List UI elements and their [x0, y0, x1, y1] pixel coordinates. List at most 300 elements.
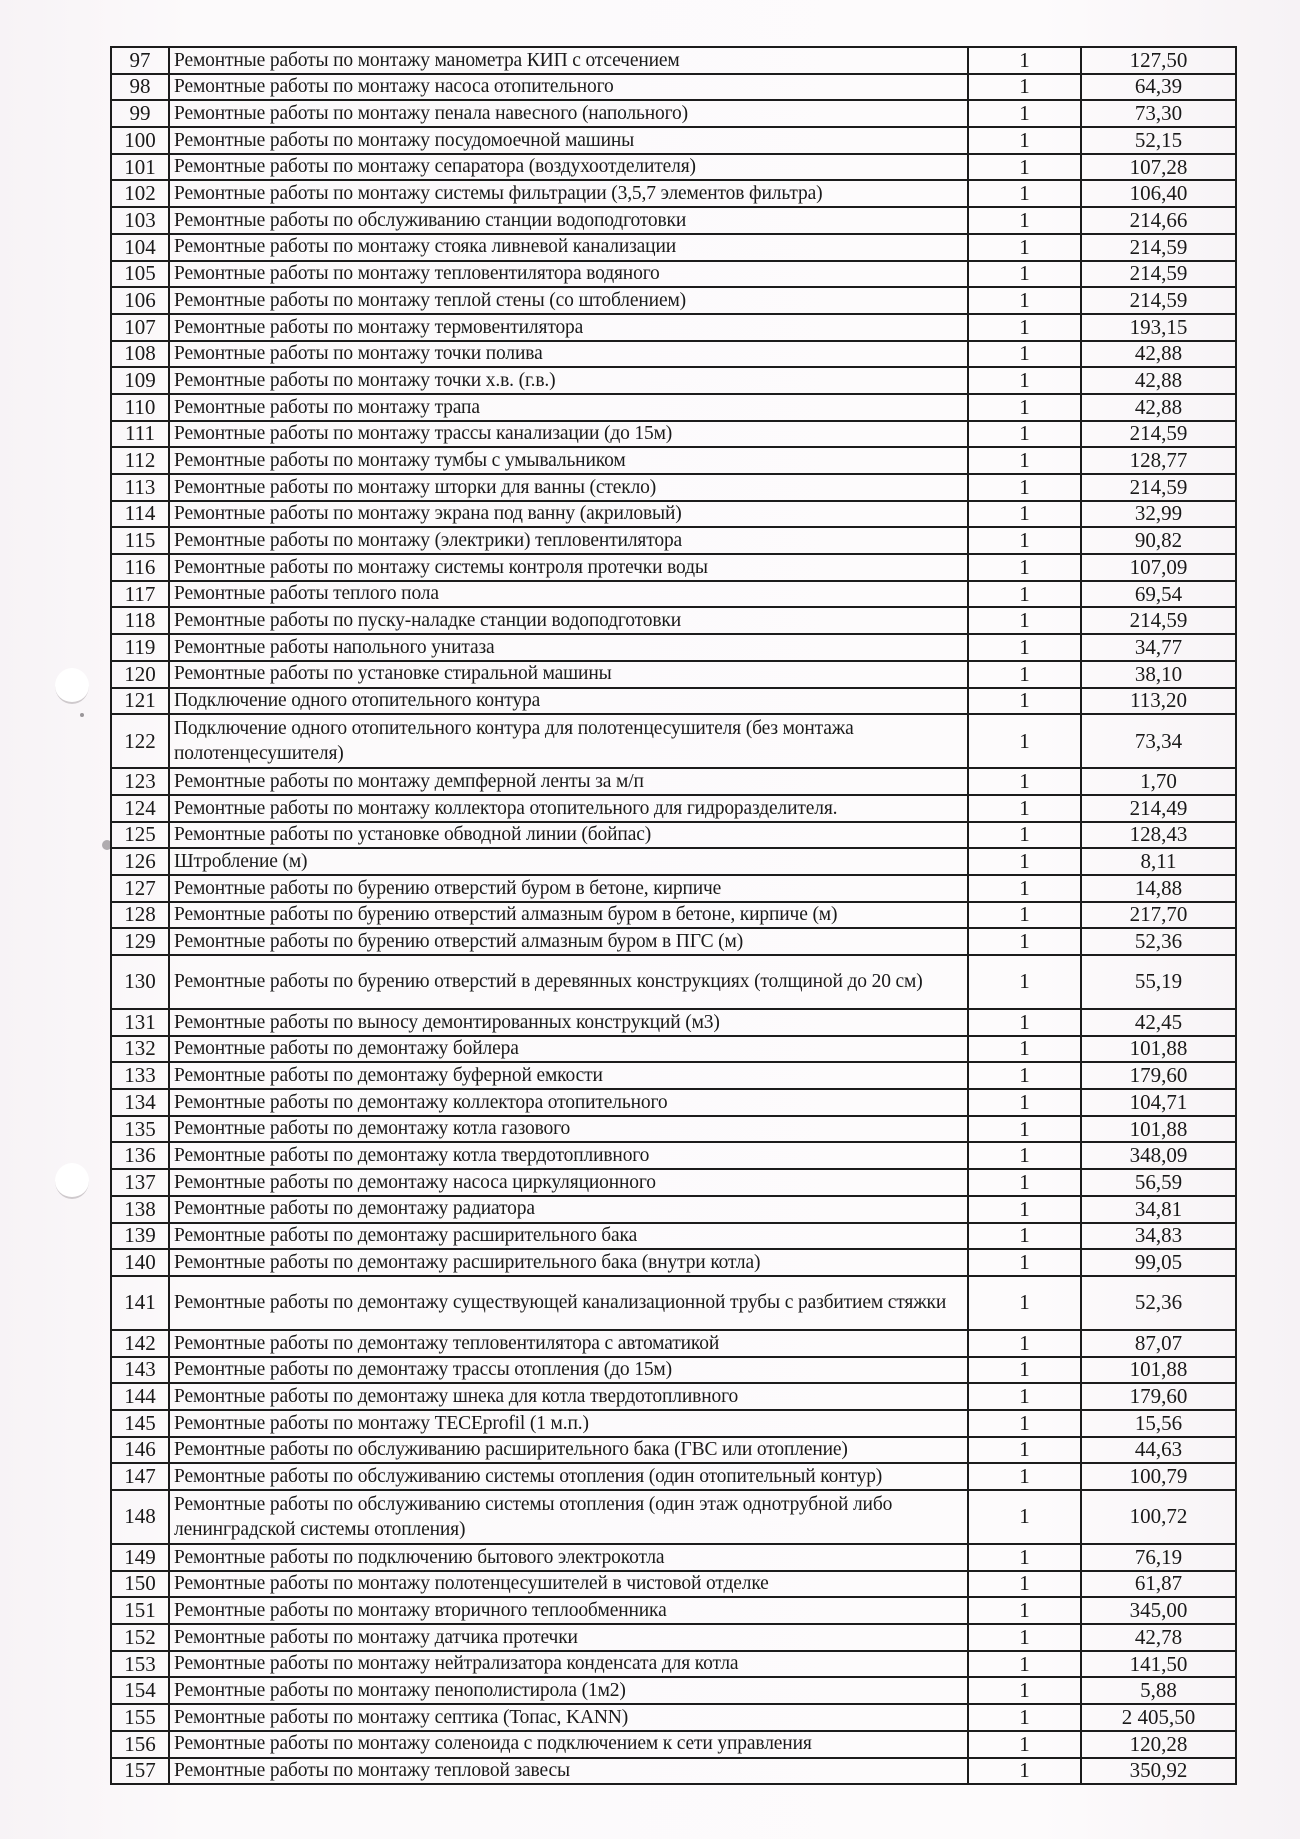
quantity-cell: 1: [968, 1597, 1081, 1624]
table-row: [111, 848, 1236, 875]
description-cell: Ремонтные работы по монтажу сепаратора (воздухоотделителя): [169, 154, 968, 181]
description-cell: Ремонтные работы по монтажу стояка ливневой канализации: [169, 234, 968, 261]
price-cell: 350,92: [1081, 1758, 1236, 1785]
quantity-cell: 1: [968, 261, 1081, 288]
description-cell: Ремонтные работы по установке обводной линии (бойпас): [169, 822, 968, 849]
price-cell: 2 405,50: [1081, 1704, 1236, 1731]
row-number-cell: 106: [111, 287, 169, 314]
table-row: [111, 394, 1236, 421]
table-row: [111, 661, 1236, 688]
row-number-cell: 142: [111, 1330, 169, 1357]
description-cell: Подключение одного отопительного контура: [169, 688, 968, 715]
quantity-cell: 1: [968, 1196, 1081, 1223]
table-row: [111, 421, 1236, 448]
price-cell: 214,59: [1081, 287, 1236, 314]
quantity-cell: 1: [968, 1571, 1081, 1598]
description-cell: Ремонтные работы по монтажу системы фильтрации (3,5,7 элементов фильтра): [169, 180, 968, 207]
row-number-cell: 110: [111, 394, 169, 421]
table-row: [111, 1651, 1236, 1678]
table-row: [111, 1383, 1236, 1410]
row-number-cell: 107: [111, 314, 169, 341]
description-cell: Ремонтные работы по монтажу шторки для ванны (стекло): [169, 474, 968, 501]
row-number-cell: 129: [111, 928, 169, 955]
table-row: [111, 1357, 1236, 1384]
table-row: [111, 234, 1236, 261]
quantity-cell: 1: [968, 1437, 1081, 1464]
quantity-cell: 1: [968, 1223, 1081, 1250]
quantity-cell: 1: [968, 1383, 1081, 1410]
quantity-cell: 1: [968, 447, 1081, 474]
table-row: [111, 527, 1236, 554]
quantity-cell: 1: [968, 1651, 1081, 1678]
row-number-cell: 128: [111, 902, 169, 929]
description-cell: Ремонтные работы по демонтажу котла твердотопливного: [169, 1142, 968, 1169]
price-cell: 101,88: [1081, 1357, 1236, 1384]
price-cell: 348,09: [1081, 1142, 1236, 1169]
price-cell: 214,49: [1081, 795, 1236, 822]
table-row: [111, 1062, 1236, 1089]
row-number-cell: 155: [111, 1704, 169, 1731]
quantity-cell: 1: [968, 1410, 1081, 1437]
description-cell: Ремонтные работы по демонтажу трассы отопления (до 15м): [169, 1357, 968, 1384]
quantity-cell: 1: [968, 1009, 1081, 1036]
description-cell: Ремонтные работы по демонтажу радиатора: [169, 1196, 968, 1223]
quantity-cell: 1: [968, 822, 1081, 849]
row-number-cell: 112: [111, 447, 169, 474]
row-number-cell: 134: [111, 1089, 169, 1116]
price-cell: 113,20: [1081, 688, 1236, 715]
table-row: [111, 1009, 1236, 1036]
description-cell: Ремонтные работы по монтажу септика (Топас, KANN): [169, 1704, 968, 1731]
quantity-cell: 1: [968, 928, 1081, 955]
table-row: [111, 768, 1236, 795]
price-cell: 73,34: [1081, 714, 1236, 768]
quantity-cell: 1: [968, 501, 1081, 528]
description-cell: Ремонтные работы по обслуживанию станции водоподготовки: [169, 207, 968, 234]
row-number-cell: 133: [111, 1062, 169, 1089]
table-row: [111, 287, 1236, 314]
row-number-cell: 111: [111, 421, 169, 448]
row-number-cell: 149: [111, 1544, 169, 1571]
table-row: [111, 1624, 1236, 1651]
quantity-cell: 1: [968, 1249, 1081, 1276]
table-row: [111, 314, 1236, 341]
quantity-cell: 1: [968, 714, 1081, 768]
table-row: [111, 1223, 1236, 1250]
table-row: [111, 447, 1236, 474]
table-row: [111, 1169, 1236, 1196]
price-cell: 120,28: [1081, 1731, 1236, 1758]
price-cell: 179,60: [1081, 1383, 1236, 1410]
description-cell: Ремонтные работы по установке стиральной машины: [169, 661, 968, 688]
price-cell: 42,88: [1081, 367, 1236, 394]
description-cell: Ремонтные работы по монтажу соленоида с подключением к сети управления: [169, 1731, 968, 1758]
price-cell: 8,11: [1081, 848, 1236, 875]
table-row: [111, 634, 1236, 661]
price-cell: 69,54: [1081, 581, 1236, 608]
price-cell: 214,59: [1081, 421, 1236, 448]
quantity-cell: 1: [968, 394, 1081, 421]
quantity-cell: 1: [968, 341, 1081, 368]
row-number-cell: 154: [111, 1677, 169, 1704]
description-cell: Ремонтные работы по монтажу полотенцесушителей в чистовой отделке: [169, 1571, 968, 1598]
price-cell: 32,99: [1081, 501, 1236, 528]
scan-speck: [80, 713, 84, 717]
table-row: [111, 1490, 1236, 1544]
row-number-cell: 113: [111, 474, 169, 501]
quantity-cell: 1: [968, 127, 1081, 154]
quantity-cell: 1: [968, 1357, 1081, 1384]
description-cell: Ремонтные работы по монтажу TECEprofil (1 м.п.): [169, 1410, 968, 1437]
row-number-cell: 124: [111, 795, 169, 822]
price-cell: 99,05: [1081, 1249, 1236, 1276]
price-cell: 61,87: [1081, 1571, 1236, 1598]
price-list-table: [110, 46, 1237, 1785]
price-list-body: [111, 47, 1236, 1784]
table-row: [111, 928, 1236, 955]
row-number-cell: 102: [111, 180, 169, 207]
quantity-cell: 1: [968, 1036, 1081, 1063]
price-cell: 52,36: [1081, 1276, 1236, 1330]
row-number-cell: 135: [111, 1116, 169, 1143]
row-number-cell: 151: [111, 1597, 169, 1624]
table-row: [111, 714, 1236, 768]
price-cell: 73,30: [1081, 100, 1236, 127]
table-row: [111, 100, 1236, 127]
price-cell: 42,78: [1081, 1624, 1236, 1651]
punch-hole-bottom: [55, 1163, 89, 1199]
quantity-cell: 1: [968, 1276, 1081, 1330]
table-row: [111, 501, 1236, 528]
row-number-cell: 97: [111, 47, 169, 74]
description-cell: Штробление (м): [169, 848, 968, 875]
quantity-cell: 1: [968, 314, 1081, 341]
table-row: [111, 1036, 1236, 1063]
price-cell: 5,88: [1081, 1677, 1236, 1704]
price-cell: 52,36: [1081, 928, 1236, 955]
description-cell: Ремонтные работы по монтажу демпферной ленты за м/п: [169, 768, 968, 795]
price-cell: 87,07: [1081, 1330, 1236, 1357]
row-number-cell: 145: [111, 1410, 169, 1437]
quantity-cell: 1: [968, 768, 1081, 795]
price-cell: 55,19: [1081, 955, 1236, 1009]
price-cell: 100,79: [1081, 1463, 1236, 1490]
description-cell: Ремонтные работы по монтажу точки х.в. (г.в.): [169, 367, 968, 394]
description-cell: Ремонтные работы по монтажу датчика протечки: [169, 1624, 968, 1651]
table-row: [111, 955, 1236, 1009]
row-number-cell: 156: [111, 1731, 169, 1758]
description-cell: Ремонтные работы теплого пола: [169, 581, 968, 608]
row-number-cell: 119: [111, 634, 169, 661]
description-cell: Ремонтные работы по монтажу трассы канализации (до 15м): [169, 421, 968, 448]
row-number-cell: 136: [111, 1142, 169, 1169]
quantity-cell: 1: [968, 1116, 1081, 1143]
table-row: [111, 875, 1236, 902]
quantity-cell: 1: [968, 207, 1081, 234]
price-cell: 42,88: [1081, 341, 1236, 368]
description-cell: Ремонтные работы по бурению отверстий алмазным буром в бетоне, кирпиче (м): [169, 902, 968, 929]
quantity-cell: 1: [968, 47, 1081, 74]
price-cell: 1,70: [1081, 768, 1236, 795]
punch-hole-top: [55, 668, 89, 704]
quantity-cell: 1: [968, 527, 1081, 554]
description-cell: Ремонтные работы по монтажу нейтрализатора конденсата для котла: [169, 1651, 968, 1678]
description-cell: Ремонтные работы по монтажу пенополистирола (1м2): [169, 1677, 968, 1704]
price-cell: 14,88: [1081, 875, 1236, 902]
price-cell: 179,60: [1081, 1062, 1236, 1089]
price-cell: 38,10: [1081, 661, 1236, 688]
quantity-cell: 1: [968, 1758, 1081, 1785]
row-number-cell: 116: [111, 554, 169, 581]
table-row: [111, 1597, 1236, 1624]
description-cell: Ремонтные работы по монтажу вторичного теплообменника: [169, 1597, 968, 1624]
price-cell: 141,50: [1081, 1651, 1236, 1678]
description-cell: Ремонтные работы по демонтажу шнека для котла твердотопливного: [169, 1383, 968, 1410]
table-row: [111, 207, 1236, 234]
table-row: [111, 1463, 1236, 1490]
row-number-cell: 118: [111, 607, 169, 634]
quantity-cell: 1: [968, 1089, 1081, 1116]
table-row: [111, 180, 1236, 207]
description-cell: Ремонтные работы по демонтажу тепловентилятора с автоматикой: [169, 1330, 968, 1357]
price-cell: 214,66: [1081, 207, 1236, 234]
row-number-cell: 126: [111, 848, 169, 875]
table-row: [111, 341, 1236, 368]
row-number-cell: 121: [111, 688, 169, 715]
quantity-cell: 1: [968, 421, 1081, 448]
table-row: [111, 1571, 1236, 1598]
price-cell: 104,71: [1081, 1089, 1236, 1116]
table-row: [111, 1704, 1236, 1731]
table-row: [111, 554, 1236, 581]
description-cell: Ремонтные работы по обслуживанию системы отопления (один этаж однотрубной либо ленинградской системы отопления): [169, 1490, 968, 1544]
price-cell: 34,77: [1081, 634, 1236, 661]
table-row: [111, 822, 1236, 849]
price-cell: 106,40: [1081, 180, 1236, 207]
quantity-cell: 1: [968, 607, 1081, 634]
table-row: [111, 581, 1236, 608]
price-cell: 127,50: [1081, 47, 1236, 74]
table-row: [111, 1276, 1236, 1330]
description-cell: Ремонтные работы по монтажу термовентилятора: [169, 314, 968, 341]
row-number-cell: 144: [111, 1383, 169, 1410]
price-cell: 34,83: [1081, 1223, 1236, 1250]
table-row: [111, 1116, 1236, 1143]
quantity-cell: 1: [968, 1169, 1081, 1196]
table-row: [111, 367, 1236, 394]
row-number-cell: 122: [111, 714, 169, 768]
row-number-cell: 100: [111, 127, 169, 154]
description-cell: Ремонтные работы по монтажу точки полива: [169, 341, 968, 368]
description-cell: Ремонтные работы по бурению отверстий алмазным буром в ПГС (м): [169, 928, 968, 955]
description-cell: Ремонтные работы по демонтажу расширительного бака: [169, 1223, 968, 1250]
price-cell: 128,43: [1081, 822, 1236, 849]
quantity-cell: 1: [968, 1330, 1081, 1357]
price-cell: 64,39: [1081, 74, 1236, 101]
description-cell: Ремонтные работы по монтажу манометра КИП с отсечением: [169, 47, 968, 74]
row-number-cell: 143: [111, 1357, 169, 1384]
table-row: [111, 1677, 1236, 1704]
row-number-cell: 108: [111, 341, 169, 368]
description-cell: Ремонтные работы по выносу демонтированных конструкций (м3): [169, 1009, 968, 1036]
quantity-cell: 1: [968, 180, 1081, 207]
table-row: [111, 261, 1236, 288]
description-cell: Ремонтные работы по монтажу тумбы с умывальником: [169, 447, 968, 474]
quantity-cell: 1: [968, 287, 1081, 314]
quantity-cell: 1: [968, 581, 1081, 608]
table-row: [111, 1249, 1236, 1276]
row-number-cell: 153: [111, 1651, 169, 1678]
row-number-cell: 103: [111, 207, 169, 234]
table-row: [111, 127, 1236, 154]
row-number-cell: 139: [111, 1223, 169, 1250]
row-number-cell: 157: [111, 1758, 169, 1785]
row-number-cell: 137: [111, 1169, 169, 1196]
row-number-cell: 131: [111, 1009, 169, 1036]
table-row: [111, 1089, 1236, 1116]
price-cell: 90,82: [1081, 527, 1236, 554]
description-cell: Ремонтные работы по демонтажу котла газового: [169, 1116, 968, 1143]
price-cell: 15,56: [1081, 1410, 1236, 1437]
description-cell: Ремонтные работы по монтажу посудомоечной машины: [169, 127, 968, 154]
description-cell: Ремонтные работы по монтажу трапа: [169, 394, 968, 421]
table-row: [111, 1196, 1236, 1223]
description-cell: Ремонтные работы по демонтажу бойлера: [169, 1036, 968, 1063]
row-number-cell: 152: [111, 1624, 169, 1651]
table-row: [111, 1330, 1236, 1357]
quantity-cell: 1: [968, 795, 1081, 822]
description-cell: Ремонтные работы по монтажу экрана под ванну (акриловый): [169, 501, 968, 528]
row-number-cell: 147: [111, 1463, 169, 1490]
row-number-cell: 148: [111, 1490, 169, 1544]
description-cell: Ремонтные работы по монтажу системы контроля протечки воды: [169, 554, 968, 581]
price-cell: 101,88: [1081, 1116, 1236, 1143]
description-cell: Подключение одного отопительного контура для полотенцесушителя (без монтажа полотенцесушителя): [169, 714, 968, 768]
quantity-cell: 1: [968, 875, 1081, 902]
quantity-cell: 1: [968, 1544, 1081, 1571]
quantity-cell: 1: [968, 1062, 1081, 1089]
row-number-cell: 141: [111, 1276, 169, 1330]
row-number-cell: 105: [111, 261, 169, 288]
row-number-cell: 125: [111, 822, 169, 849]
row-number-cell: 150: [111, 1571, 169, 1598]
row-number-cell: 117: [111, 581, 169, 608]
table-row: [111, 1142, 1236, 1169]
quantity-cell: 1: [968, 1142, 1081, 1169]
price-cell: 56,59: [1081, 1169, 1236, 1196]
quantity-cell: 1: [968, 74, 1081, 101]
description-cell: Ремонтные работы по демонтажу расширительного бака (внутри котла): [169, 1249, 968, 1276]
description-cell: Ремонтные работы по бурению отверстий буром в бетоне, кирпиче: [169, 875, 968, 902]
description-cell: Ремонтные работы по демонтажу коллектора отопительного: [169, 1089, 968, 1116]
description-cell: Ремонтные работы по монтажу насоса отопительного: [169, 74, 968, 101]
table-row: [111, 1437, 1236, 1464]
quantity-cell: 1: [968, 1704, 1081, 1731]
quantity-cell: 1: [968, 1677, 1081, 1704]
price-cell: 42,88: [1081, 394, 1236, 421]
row-number-cell: 104: [111, 234, 169, 261]
description-cell: Ремонтные работы по подключению бытового электрокотла: [169, 1544, 968, 1571]
price-cell: 100,72: [1081, 1490, 1236, 1544]
description-cell: Ремонтные работы по пуску-наладке станции водоподготовки: [169, 607, 968, 634]
price-cell: 107,09: [1081, 554, 1236, 581]
price-cell: 128,77: [1081, 447, 1236, 474]
row-number-cell: 99: [111, 100, 169, 127]
description-cell: Ремонтные работы по демонтажу насоса циркуляционного: [169, 1169, 968, 1196]
row-number-cell: 115: [111, 527, 169, 554]
description-cell: Ремонтные работы по демонтажу буферной емкости: [169, 1062, 968, 1089]
table-row: [111, 47, 1236, 74]
row-number-cell: 109: [111, 367, 169, 394]
description-cell: Ремонтные работы напольного унитаза: [169, 634, 968, 661]
table-row: [111, 902, 1236, 929]
quantity-cell: 1: [968, 234, 1081, 261]
description-cell: Ремонтные работы по монтажу пенала навесного (напольного): [169, 100, 968, 127]
price-cell: 214,59: [1081, 607, 1236, 634]
quantity-cell: 1: [968, 154, 1081, 181]
row-number-cell: 132: [111, 1036, 169, 1063]
row-number-cell: 140: [111, 1249, 169, 1276]
table-row: [111, 74, 1236, 101]
description-cell: Ремонтные работы по монтажу тепловой завесы: [169, 1758, 968, 1785]
quantity-cell: 1: [968, 1624, 1081, 1651]
table-row: [111, 154, 1236, 181]
table-row: [111, 688, 1236, 715]
table-row: [111, 1758, 1236, 1785]
table-row: [111, 795, 1236, 822]
description-cell: Ремонтные работы по бурению отверстий в деревянных конструкциях (толщиной до 20 см): [169, 955, 968, 1009]
row-number-cell: 98: [111, 74, 169, 101]
row-number-cell: 120: [111, 661, 169, 688]
price-cell: 107,28: [1081, 154, 1236, 181]
price-cell: 214,59: [1081, 474, 1236, 501]
quantity-cell: 1: [968, 1463, 1081, 1490]
row-number-cell: 146: [111, 1437, 169, 1464]
row-number-cell: 114: [111, 501, 169, 528]
row-number-cell: 101: [111, 154, 169, 181]
table-row: [111, 607, 1236, 634]
table-row: [111, 1731, 1236, 1758]
table-row: [111, 1544, 1236, 1571]
quantity-cell: 1: [968, 634, 1081, 661]
table-row: [111, 474, 1236, 501]
price-cell: 214,59: [1081, 261, 1236, 288]
description-cell: Ремонтные работы по монтажу (электрики) тепловентилятора: [169, 527, 968, 554]
price-cell: 101,88: [1081, 1036, 1236, 1063]
quantity-cell: 1: [968, 554, 1081, 581]
description-cell: Ремонтные работы по монтажу теплой стены (со штоблением): [169, 287, 968, 314]
quantity-cell: 1: [968, 955, 1081, 1009]
price-cell: 214,59: [1081, 234, 1236, 261]
price-cell: 76,19: [1081, 1544, 1236, 1571]
quantity-cell: 1: [968, 100, 1081, 127]
price-cell: 193,15: [1081, 314, 1236, 341]
quantity-cell: 1: [968, 902, 1081, 929]
description-cell: Ремонтные работы по монтажу коллектора отопительного для гидроразделителя.: [169, 795, 968, 822]
quantity-cell: 1: [968, 367, 1081, 394]
row-number-cell: 123: [111, 768, 169, 795]
price-cell: 42,45: [1081, 1009, 1236, 1036]
quantity-cell: 1: [968, 848, 1081, 875]
description-cell: Ремонтные работы по обслуживанию расширительного бака (ГВС или отопление): [169, 1437, 968, 1464]
price-cell: 44,63: [1081, 1437, 1236, 1464]
quantity-cell: 1: [968, 1731, 1081, 1758]
quantity-cell: 1: [968, 474, 1081, 501]
quantity-cell: 1: [968, 1490, 1081, 1544]
description-cell: Ремонтные работы по обслуживанию системы отопления (один отопительный контур): [169, 1463, 968, 1490]
row-number-cell: 130: [111, 955, 169, 1009]
table-row: [111, 1410, 1236, 1437]
